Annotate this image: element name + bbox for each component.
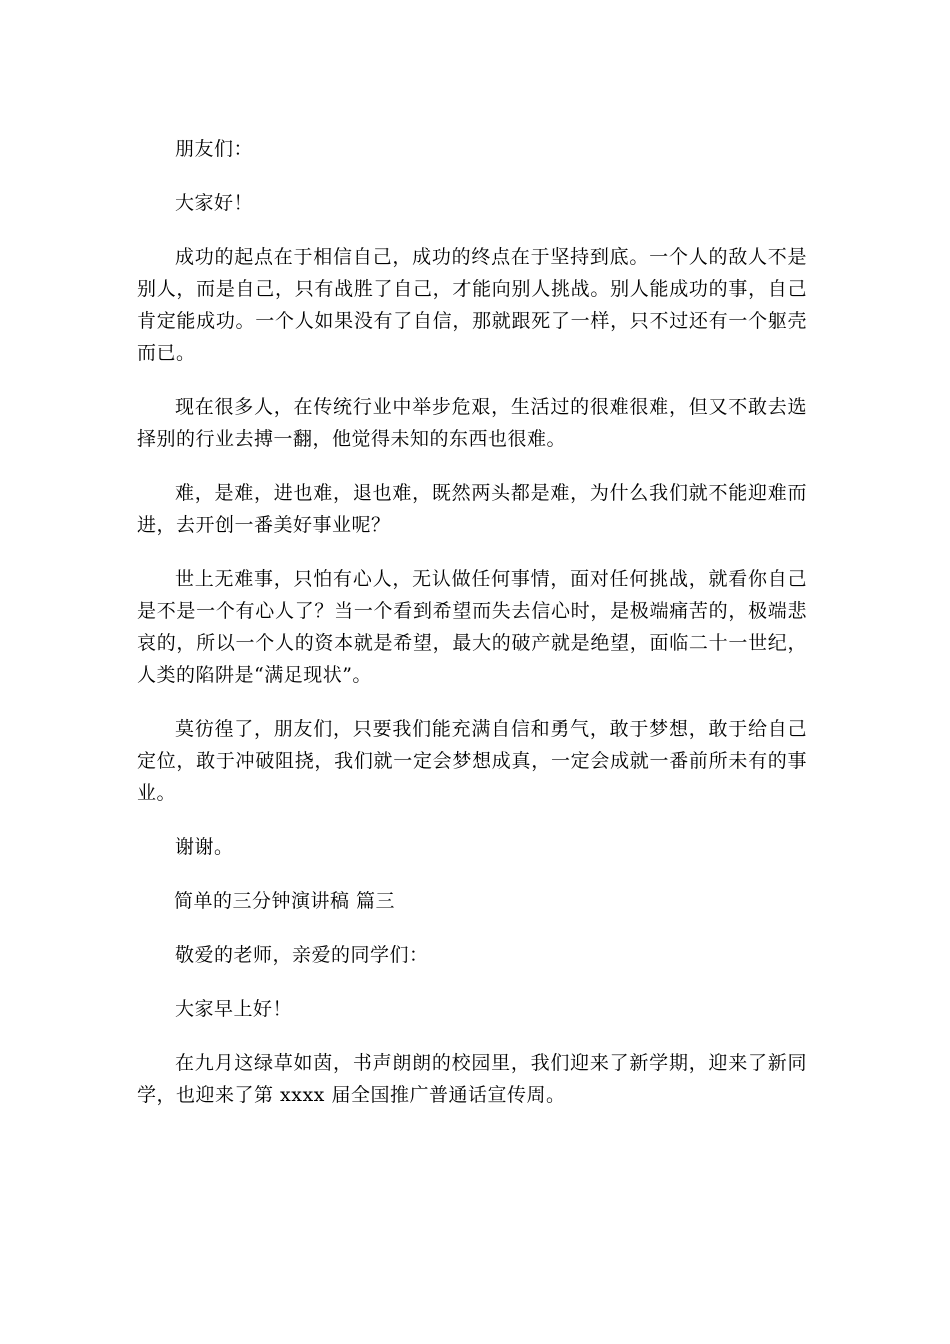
- section-heading: 简单的三分钟演讲稿 篇三: [174, 890, 396, 912]
- greeting: 大家好！: [175, 192, 254, 214]
- salutation: 敬爱的老师，亲爱的同学们：: [175, 944, 429, 966]
- document-body: [137, 133, 807, 1111]
- greeting: 大家早上好！: [175, 998, 293, 1020]
- body-paragraph: 难，是难，进也难，退也难，既然两头都是难，为什么我们就不能迎难而进，去开创一番美好事业呢？: [137, 482, 807, 536]
- body-paragraph: 成功的起点在于相信自己，成功的终点在于坚持到底。一个人的敌人不是别人，而是自己，只有战胜了自己，才能向别人挑战。别人能成功的事，自己肯定能成功。一个人如果没有了自信，那就跟死了一样，只不过还有一个躯壳而已。: [137, 246, 807, 364]
- body-paragraph: 现在很多人，在传统行业中举步危艰，生活过的很难很难，但又不敢去选择别的行业去搏一翻，他觉得未知的东西也很难。: [137, 396, 807, 450]
- body-paragraph: 莫彷徨了，朋友们，只要我们能充满自信和勇气，敢于梦想，敢于给自己定位，敢于冲破阻挠，我们就一定会梦想成真，一定会成就一番前所未有的事业。: [137, 718, 807, 804]
- salutation: 朋友们：: [175, 138, 254, 160]
- closing-thanks: 谢谢。: [175, 836, 234, 858]
- body-paragraph: 世上无难事，只怕有心人，无认做任何事情，面对任何挑战，就看你自己是不是一个有心人了？当一个看到希望而失去信心时，是极端痛苦的，极端悲哀的，所以一个人的资本就是希望，最大的破产就是绝望，面临二十一世纪，人类的陷阱是“满足现状”。: [137, 568, 807, 686]
- body-paragraph: 在九月这绿草如茵，书声朗朗的校园里，我们迎来了新学期，迎来了新同学，也迎来了第 xxxx 届全国推广普通话宣传周。: [137, 1052, 807, 1106]
